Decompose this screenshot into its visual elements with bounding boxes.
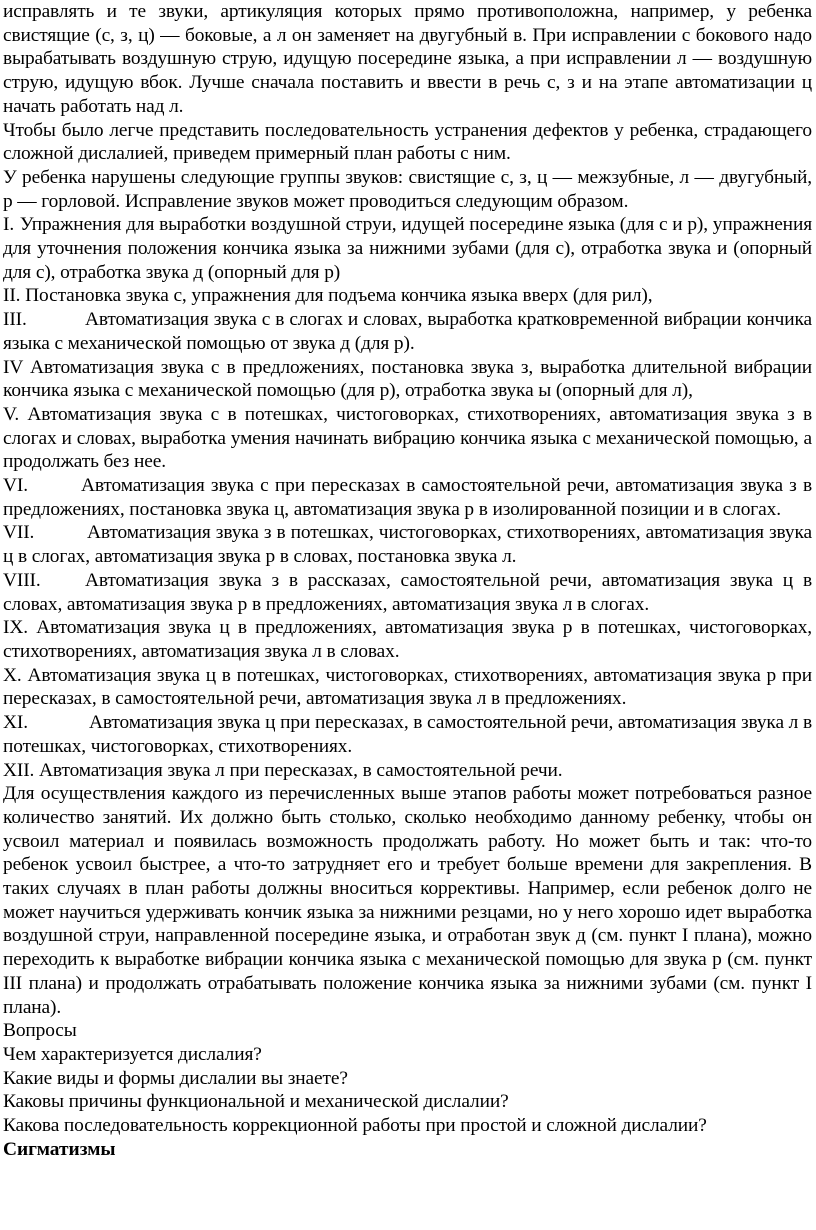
section-heading: Сигматизмы: [3, 1138, 116, 1160]
plan-item-10: [3, 664, 812, 711]
plan-item-12: [3, 759, 812, 783]
plan-item-text: Постановка звука с, упражнения для подъема кончика языка вверх (для рил),: [25, 285, 653, 307]
plan-item-text: Автоматизация звука ц в предложениях, автоматизация звука р в потешках, чистоговорках, стихотворениях, автоматизация звука л в словах.: [3, 617, 813, 662]
question-4: Какова последовательность коррекционной работы при простой и сложной дислалии?: [3, 1115, 707, 1137]
plan-item-8: [3, 569, 812, 616]
intro-paragraph-3: У ребенка нарушены следующие группы звуков: свистящие с, з, ц — межзубные, л — двугубный, р — горловой. Исправление звуков может проводиться следующим образом.: [3, 166, 812, 212]
plan-item-text: Автоматизация звука с в потешках, чистоговорках, стихотворениях, автоматизация звука з в слогах и словах, выработка умения начинать вибрацию кончика языка с механической помощью, а продолжать без нее.: [3, 403, 812, 473]
plan-item-7: [3, 521, 812, 568]
plan-item-text: Автоматизация звука з в потешках, чистоговорках, стихотворениях, автоматизация звука ц в слогах, автоматизация звука р в словах, постановка звука л.: [3, 522, 812, 568]
plan-item-text: Автоматизация звука с в предложениях, постановка звука з, выработка длительной вибрации кончика языка с механической помощью (для р), отработка звука ы (опорный для л),: [3, 356, 812, 402]
plan-item-number: XI.: [3, 712, 28, 734]
plan-item-text: Автоматизация звука ц в потешках, чистоговорках, стихотворениях, автоматизация звука р при пересказах, в самостоятельной речи, автоматизация звука л в предложениях.: [3, 664, 812, 710]
questions-title: Вопросы: [3, 1020, 77, 1042]
plan-item-number: IX.: [3, 617, 28, 639]
plan-item-number: III.: [3, 309, 27, 331]
plan-item-9: [3, 616, 812, 663]
plan-item-number: X.: [3, 664, 22, 686]
plan-item-5: [3, 403, 812, 474]
plan-item-number: II.: [3, 285, 21, 307]
plan-item-text: Автоматизация звука л при пересказах, в самостоятельной речи.: [39, 759, 563, 781]
question-1: Чем характеризуется дислалия?: [3, 1043, 262, 1065]
intro-paragraph-2: Чтобы было легче представить последовательность устранения дефектов у ребенка, страдающего сложной дислалией, приведем примерный план работы с ним.: [3, 119, 812, 165]
plan-item-1: [3, 213, 812, 284]
question-2: Какие виды и формы дислалии вы знаете?: [3, 1067, 348, 1089]
plan-item-4: [3, 356, 812, 403]
conclusion-paragraph: Для осуществления каждого из перечисленных выше этапов работы может потребоваться разное количество занятий. Их должно быть столько, сколько необходимо данному ребенку, чтобы он усвоил материал и появилась возможность продолжать работу. Но может быть и так: что-то ребенок усвоил быстрее, а что-то затрудняет его и требует больше времени для закрепления. В таких случаях в план работы должны вноситься коррективы. Например, если ребенок долго не может научиться удерживать кончик языка за нижними резцами, но у него хорошо идет выработка воздушной струи, направленной посередине языка, и отработан звук д (см. пункт I плана), можно переходить к выработке вибрации кончика языка с механической помощью для звука р (см. пункт III плана) и продолжать отрабатывать положение кончика языка за нижними зубами (см. пункт I плана).: [3, 783, 812, 1018]
question-3: Каковы причины функциональной и механической дислалии?: [3, 1091, 509, 1113]
plan-item-number: I.: [3, 214, 15, 236]
plan-item-text: Упражнения для выработки воздушной струи, идущей посередине языка (для с и р), упражнения для уточнения положения кончика языка за нижними зубами (для с), отработка звука и (опорный для с), отработка звука д (опорный для р): [3, 214, 812, 283]
plan-item-text: Автоматизация звука ц при пересказах, в самостоятельной речи, автоматизация звука л в потешках, чистоговорках, стихотворениях.: [3, 712, 812, 757]
plan-item-number: XII.: [3, 759, 35, 781]
plan-item-11: [3, 711, 812, 758]
plan-item-text: Автоматизация звука з в рассказах, самостоятельной речи, автоматизация звука ц в словах, автоматизация звука р в предложениях, автоматизация звука л в слогах.: [3, 569, 812, 615]
plan-item-number: V.: [3, 403, 20, 425]
plan-item-text: Автоматизация звука с при пересказах в самостоятельной речи, автоматизация звука з в предложениях, постановка звука ц, автоматизация звука р в изолированной позиции и в слогах.: [3, 475, 812, 520]
plan-item-2: [3, 284, 812, 308]
plan-item-text: Автоматизация звука с в слогах и словах, выработка кратковременной вибрации кончика языка с механической помощью от звука д (для р).: [3, 309, 812, 354]
plan-item-6: [3, 474, 812, 521]
intro-paragraph-1: исправлять и те звуки, артикуляция которых прямо противоположна, например, у ребенка свистящие (с, з, ц) — боковые, а л он заменяет на двугубный в. При исправлении с бокового надо вырабатывать воздушную струю, идущую посередине языка, а при исправлении л — воздушную струю, идущую вбок. Лучше сначала поставить и ввести в речь с, з и на этапе автоматизации ц начать работать над л.: [3, 1, 812, 117]
plan-item-number: VIII.: [3, 569, 41, 591]
plan-item-3: [3, 308, 812, 355]
plan-item-number: VII.: [3, 522, 35, 544]
plan-item-number: VI.: [3, 475, 28, 497]
plan-item-number: IV: [3, 356, 23, 378]
